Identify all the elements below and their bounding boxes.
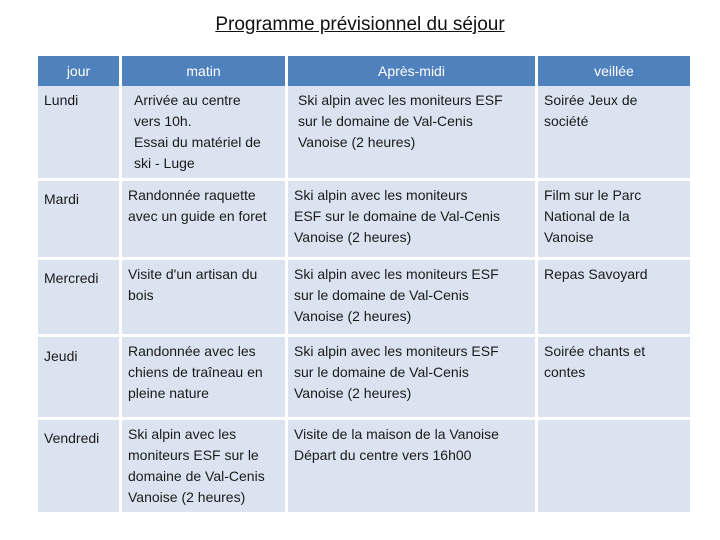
header-matin: matin [122, 56, 288, 86]
day-label: Vendredi [44, 430, 100, 446]
apres-midi-text: Ski alpin avec les moniteurs ESF sur le domaine de Val-Cenis Vanoise (2 heures) [294, 343, 499, 401]
day-cell [38, 260, 122, 337]
matin-cell [122, 181, 288, 260]
apres-midi-cell [288, 337, 538, 420]
veillee-cell [538, 260, 690, 337]
header-row [38, 56, 690, 86]
day-cell [38, 181, 122, 260]
day-cell [38, 420, 122, 515]
matin-text: Arrivée au centre vers 10h. Essai du matériel de ski - Luge [134, 92, 261, 171]
apres-midi-text: Visite de la maison de la Vanoise Départ du centre vers 16h00 [294, 426, 499, 463]
veillee-cell [538, 181, 690, 260]
day-label: Lundi [44, 92, 79, 108]
table-row [38, 86, 690, 181]
veillee-text: Film sur le Parc National de la Vanoise [544, 187, 642, 245]
veillee-cell [538, 337, 690, 420]
day-cell [38, 337, 122, 420]
apres-midi-text: Ski alpin avec les moniteurs ESF sur le domaine de Val-Cenis Vanoise (2 heures) [294, 187, 500, 245]
header-veillee: veillée [538, 56, 690, 86]
matin-text: Randonnée avec les chiens de traîneau en pleine nature [128, 343, 263, 401]
apres-midi-cell [288, 420, 538, 515]
day-cell [38, 86, 122, 181]
apres-midi-cell [288, 260, 538, 337]
table-row [38, 337, 690, 420]
matin-text: Randonnée raquette avec un guide en foret [128, 187, 267, 224]
day-label: Jeudi [44, 348, 78, 364]
apres-midi-cell [288, 181, 538, 260]
day-label: Mardi [44, 191, 80, 207]
matin-cell [122, 260, 288, 337]
table-row [38, 260, 690, 337]
matin-cell [122, 86, 288, 181]
apres-midi-cell [288, 86, 538, 181]
veillee-text: Soirée Jeux de société [544, 92, 638, 129]
veillee-text: Soirée chants et contes [544, 343, 646, 380]
header-apres-midi: Après-midi [288, 56, 538, 86]
apres-midi-text: Ski alpin avec les moniteurs ESF sur le domaine de Val-Cenis Vanoise (2 heures) [298, 92, 503, 150]
matin-text: Visite d'un artisan du bois [128, 266, 258, 303]
veillee-cell [538, 86, 690, 181]
day-label: Mercredi [44, 270, 99, 286]
matin-cell [122, 420, 288, 515]
table-row [38, 420, 690, 515]
page-title: Programme prévisionnel du séjour [215, 14, 505, 35]
veillee-cell [538, 420, 690, 515]
table-row [38, 181, 690, 260]
header-jour: jour [38, 56, 122, 86]
program-table [38, 56, 690, 515]
veillee-text: Repas Savoyard [544, 266, 648, 282]
matin-cell [122, 337, 288, 420]
matin-text: Ski alpin avec les moniteurs ESF sur le domaine de Val-Cenis Vanoise (2 heures) [128, 426, 265, 505]
apres-midi-text: Ski alpin avec les moniteurs ESF sur le domaine de Val-Cenis Vanoise (2 heures) [294, 266, 499, 324]
